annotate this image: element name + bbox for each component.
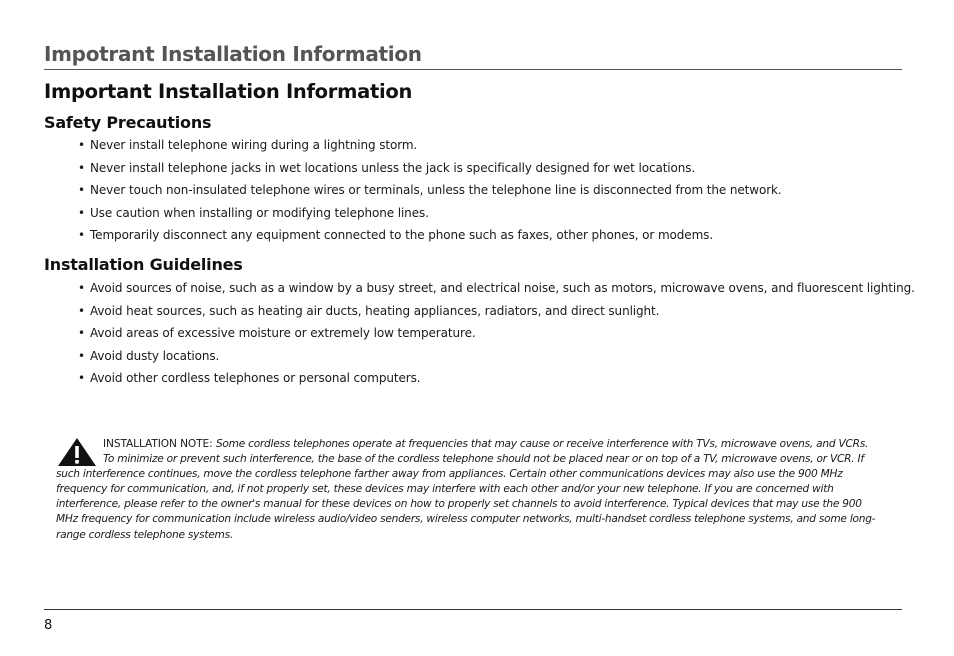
- list-item: • Temporarily disconnect any equipment connected to the phone such as faxes, other phones, or modems.: [78, 226, 782, 249]
- list-item: • Never install telephone wiring during a lightning storm.: [78, 136, 782, 159]
- header-divider: [44, 69, 902, 70]
- warning-icon: [57, 437, 97, 467]
- note-label: INSTALLATION NOTE:: [103, 438, 213, 450]
- list-item: • Avoid dusty locations.: [78, 347, 915, 370]
- installation-note: [56, 437, 880, 543]
- list-item: • Avoid heat sources, such as heating air ducts, heating appliances, radiators, and direct sunlight.: [78, 302, 915, 325]
- installation-guidelines-heading: Installation Guidelines: [44, 255, 243, 274]
- list-item: • Use caution when installing or modifying telephone lines.: [78, 204, 782, 227]
- page-title: Important Installation Information: [44, 80, 413, 103]
- list-item: • Avoid sources of noise, such as a window by a busy street, and electrical noise, such as motors, microwave ovens, and fluorescent lighting.: [78, 279, 915, 302]
- list-item: • Never touch non-insulated telephone wires or terminals, unless the telephone line is disconnected from the network.: [78, 181, 782, 204]
- list-item: • Avoid areas of excessive moisture or extremely low temperature.: [78, 324, 915, 347]
- list-item: • Never install telephone jacks in wet locations unless the jack is specifically designed for wet locations.: [78, 159, 782, 182]
- running-header-title: Impotrant Installation Information: [44, 42, 422, 66]
- page-number: 8: [44, 618, 53, 633]
- installation-guidelines-list: [78, 279, 915, 392]
- note-text: Some cordless telephones operate at frequencies that may cause or receive interference with TVs, microwave ovens, and VCRs. To minimize or prevent such interference, the base of the cordless telephone should not be placed near or on top of a TV, microwave ovens, or VCR. If such interference continues, move the cordless telephone farther away from appliances. Certain other communications devices may also use the 900 MHz frequency for communication, and, if not properly set, these devices may interfere with each other and/or your new telephone. If you are concerned with interference, please refer to the owner's manual for these devices on how to properly set channels to avoid interference. Typical devices that may use the 900 MHz frequency for communication include wireless audio/video senders, wireless computer networks, multi-handset cordless telephone systems, and some long-range cordless telephone systems.: [56, 438, 876, 541]
- safety-precautions-list: [78, 136, 782, 249]
- list-item: • Avoid other cordless telephones or personal computers.: [78, 369, 915, 392]
- footer-divider: [44, 609, 902, 610]
- safety-precautions-heading: Safety Precautions: [44, 113, 212, 132]
